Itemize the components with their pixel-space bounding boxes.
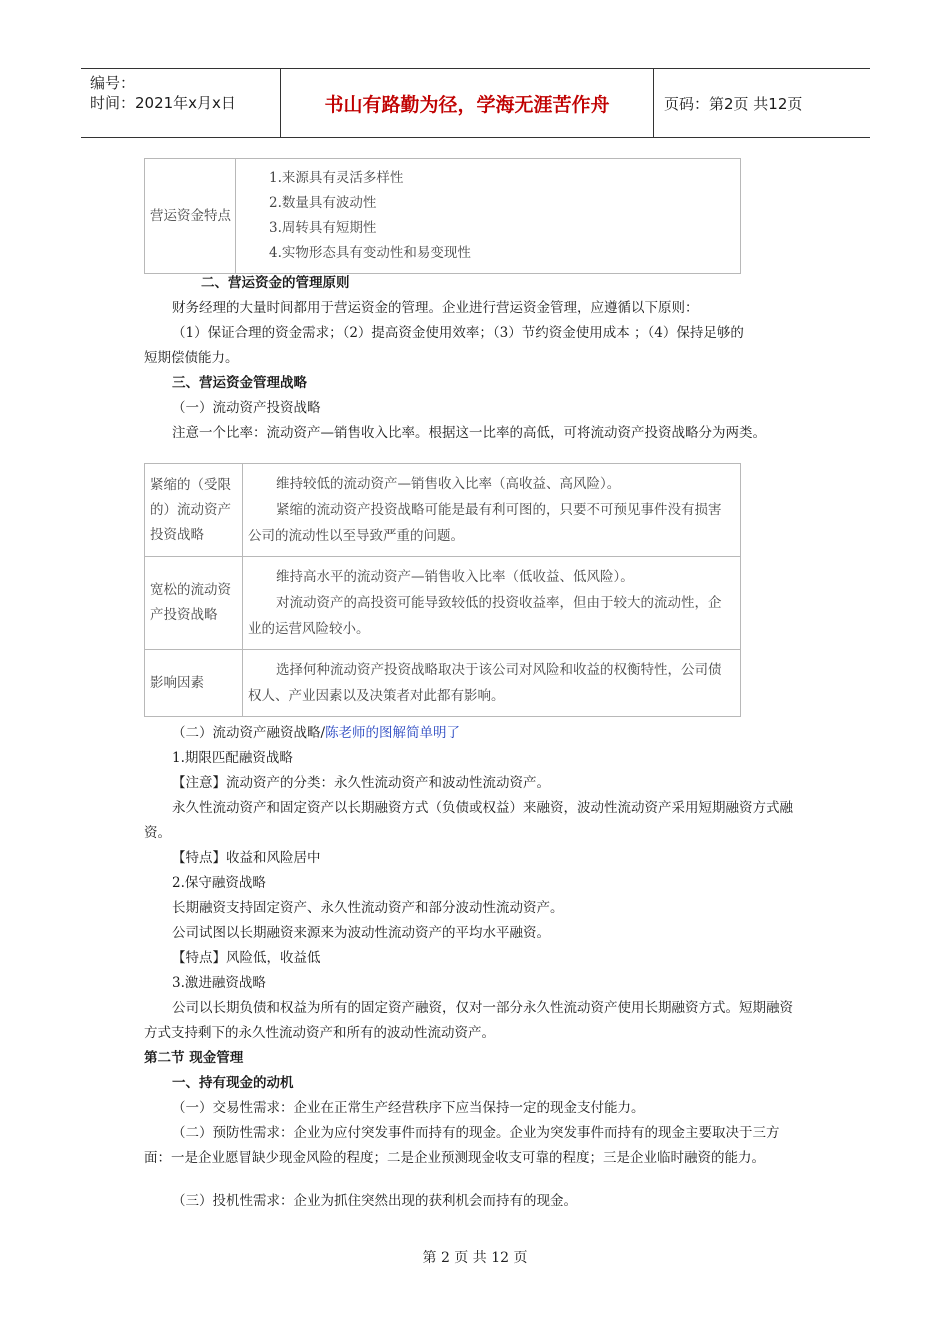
paragraph: 公司试图以长期融资来源来为波动性流动资产的平均水平融资。 — [172, 925, 550, 941]
section-content-1 — [144, 271, 804, 446]
subsection-title: （二）流动资产融资战略/ — [172, 725, 326, 741]
paragraph: 财务经理的大量时间都用于营运资金的管理。企业进行营运资金管理，应遵循以下原则： — [172, 300, 699, 316]
table-cell — [243, 557, 741, 650]
paragraph: 短期偿债能力。 — [144, 350, 239, 366]
list-item: 2.数量具有波动性 — [269, 195, 377, 211]
section-heading: 二、营运资金的管理原则 — [201, 275, 350, 291]
item-heading: 3.激进融资战略 — [172, 975, 266, 991]
header-page-label: 页码：第2页 共12页 — [664, 94, 803, 113]
paragraph: 长期融资支持固定资产、永久性流动资产和部分波动性流动资产。 — [172, 900, 564, 916]
reference-link[interactable]: 陈老师的图解简单明了 — [325, 725, 461, 741]
item-heading: 1.期限匹配融资战略 — [172, 750, 293, 766]
features-list — [236, 159, 741, 274]
list-item: 3.周转具有短期性 — [269, 220, 377, 236]
section-heading: 三、营运资金管理战略 — [172, 375, 307, 391]
item-heading: 2.保守融资战略 — [172, 875, 266, 891]
list-item: 1.来源具有灵活多样性 — [269, 170, 404, 186]
investment-strategy-table — [144, 463, 741, 717]
chapter-heading: 第二节 现金管理 — [144, 1050, 244, 1066]
subsection-heading: （一）流动资产投资战略 — [172, 400, 321, 416]
table-row — [145, 650, 741, 717]
paragraph: 永久性流动资产和固定资产以长期融资方式（负债或权益）来融资，波动性流动资产采用短期融资方式融资。 — [144, 800, 793, 841]
paragraph: （二）预防性需求：企业为应付突发事件而持有的现金。企业为突发事件而持有的现金主要取决于三方面：一是企业愿冒缺少现金风险的程度；二是企业预测现金收支可靠的程度；三是企业临时融资的能力。 — [144, 1125, 780, 1166]
paragraph: （三）投机性需求：企业为抓住突然出现的获利机会而持有的现金。 — [172, 1193, 577, 1209]
working-capital-features-table — [144, 158, 741, 274]
table-cell — [243, 650, 741, 717]
note: 【特点】风险低，收益低 — [172, 950, 321, 966]
page-footer: 第 2 页 共 12 页 — [422, 1250, 528, 1266]
cell-text: 选择何种流动资产投资战略取决于该公司对风险和收益的权衡特性，公司债权人、产业因素以及决策者对此都有影响。 — [248, 662, 722, 704]
cell-text: 维持高水平的流动资产—销售收入比率（低收益、低风险）。 — [276, 569, 634, 585]
cell-text: 紧缩的流动资产投资战略可能是最有利可图的，只要不可预见事件没有损害公司的流动性以至导致严重的问题。 — [248, 502, 722, 544]
note: 【特点】收益和风险居中 — [172, 850, 321, 866]
cell-text: 对流动资产的高投资可能导致较低的投资收益率，但由于较大的流动性，企业的运营风险较小。 — [248, 595, 722, 637]
document-number-label: 编号： — [90, 74, 136, 92]
paragraph: 公司以长期负债和权益为所有的固定资产融资，仅对一部分永久性流动资产使用长期融资方式。短期融资方式支持剩下的永久性流动资产和所有的波动性流动资产。 — [144, 1000, 793, 1041]
table-row — [145, 464, 741, 557]
table-row-label: 紧缩的（受限的）流动资产投资战略 — [145, 464, 243, 557]
table-row-label: 宽松的流动资产投资战略 — [145, 557, 243, 650]
header-meta — [81, 69, 281, 137]
header-motto: 书山有路勤为径，学海无涯苦作舟 — [281, 69, 654, 137]
table-row-label: 营运资金特点 — [145, 159, 236, 274]
subsection-heading — [144, 721, 804, 746]
paragraph: 注意一个比率：流动资产—销售收入比率。根据这一比率的高低，可将流动资产投资战略分为两类。 — [172, 425, 766, 441]
table-row-label: 影响因素 — [145, 650, 243, 717]
document-date-label: 时间：2021年x月x日 — [90, 94, 236, 112]
cell-text: 维持较低的流动资产—销售收入比率（高收益、高风险）。 — [276, 476, 621, 492]
note: 【注意】流动资产的分类：永久性流动资产和波动性流动资产。 — [172, 775, 550, 791]
list-item: 4.实物形态具有变动性和易变现性 — [269, 245, 471, 261]
section-content-2 — [144, 721, 804, 1214]
table-cell — [243, 464, 741, 557]
page-header — [81, 68, 870, 138]
section-heading: 一、持有现金的动机 — [172, 1075, 294, 1091]
table-row — [145, 557, 741, 650]
paragraph: （1）保证合理的资金需求；（2）提高资金使用效率；（3）节约资金使用成本 ；（4）保持足够的 — [172, 325, 744, 341]
paragraph: （一）交易性需求：企业在正常生产经营秩序下应当保持一定的现金支付能力。 — [172, 1100, 645, 1116]
